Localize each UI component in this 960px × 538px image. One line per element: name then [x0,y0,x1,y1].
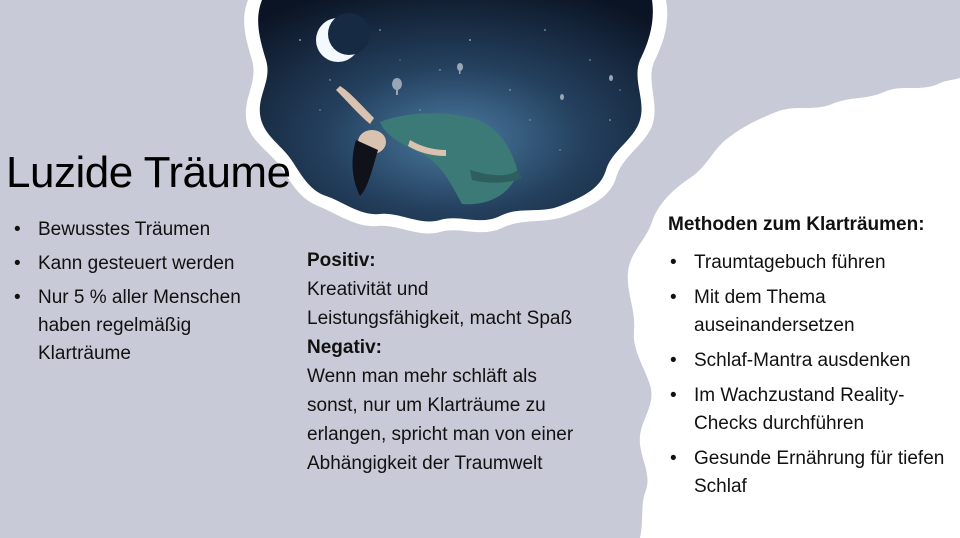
list-item: • Bewusstes Träumen [38,216,288,244]
list-item: • Gesunde Ernährung für tiefen Schlaf [694,445,958,501]
methods-section [668,211,958,508]
list-item: • Traumtagebuch führen [694,249,958,277]
pros-cons-section [307,246,577,478]
left-bullet-list [38,216,288,374]
list-item: • Nur 5 % aller Menschen haben regelmäßig Klarträume [38,284,288,368]
list-item: • Schlaf-Mantra ausdenken [694,347,958,375]
methods-list [668,249,958,501]
list-item: • Im Wachzustand Reality-Checks durchführen [694,382,958,438]
positive-text: Kreativität und Leistungsfähigkeit, macht Spaß [307,279,573,329]
methods-heading: Methoden zum Klarträumen: [668,214,925,235]
negative-heading: Negativ: [307,337,382,358]
slide-title: Luzide Träume [6,148,291,197]
list-item: • Mit dem Thema auseinandersetzen [694,284,958,340]
positive-heading: Positiv: [307,250,376,271]
list-item: • Kann gesteuert werden [38,250,288,278]
negative-text: Wenn man mehr schläft als sonst, nur um Klarträume zu erlangen, spricht man von einer Abhängigkeit der Traumwelt [307,366,574,474]
